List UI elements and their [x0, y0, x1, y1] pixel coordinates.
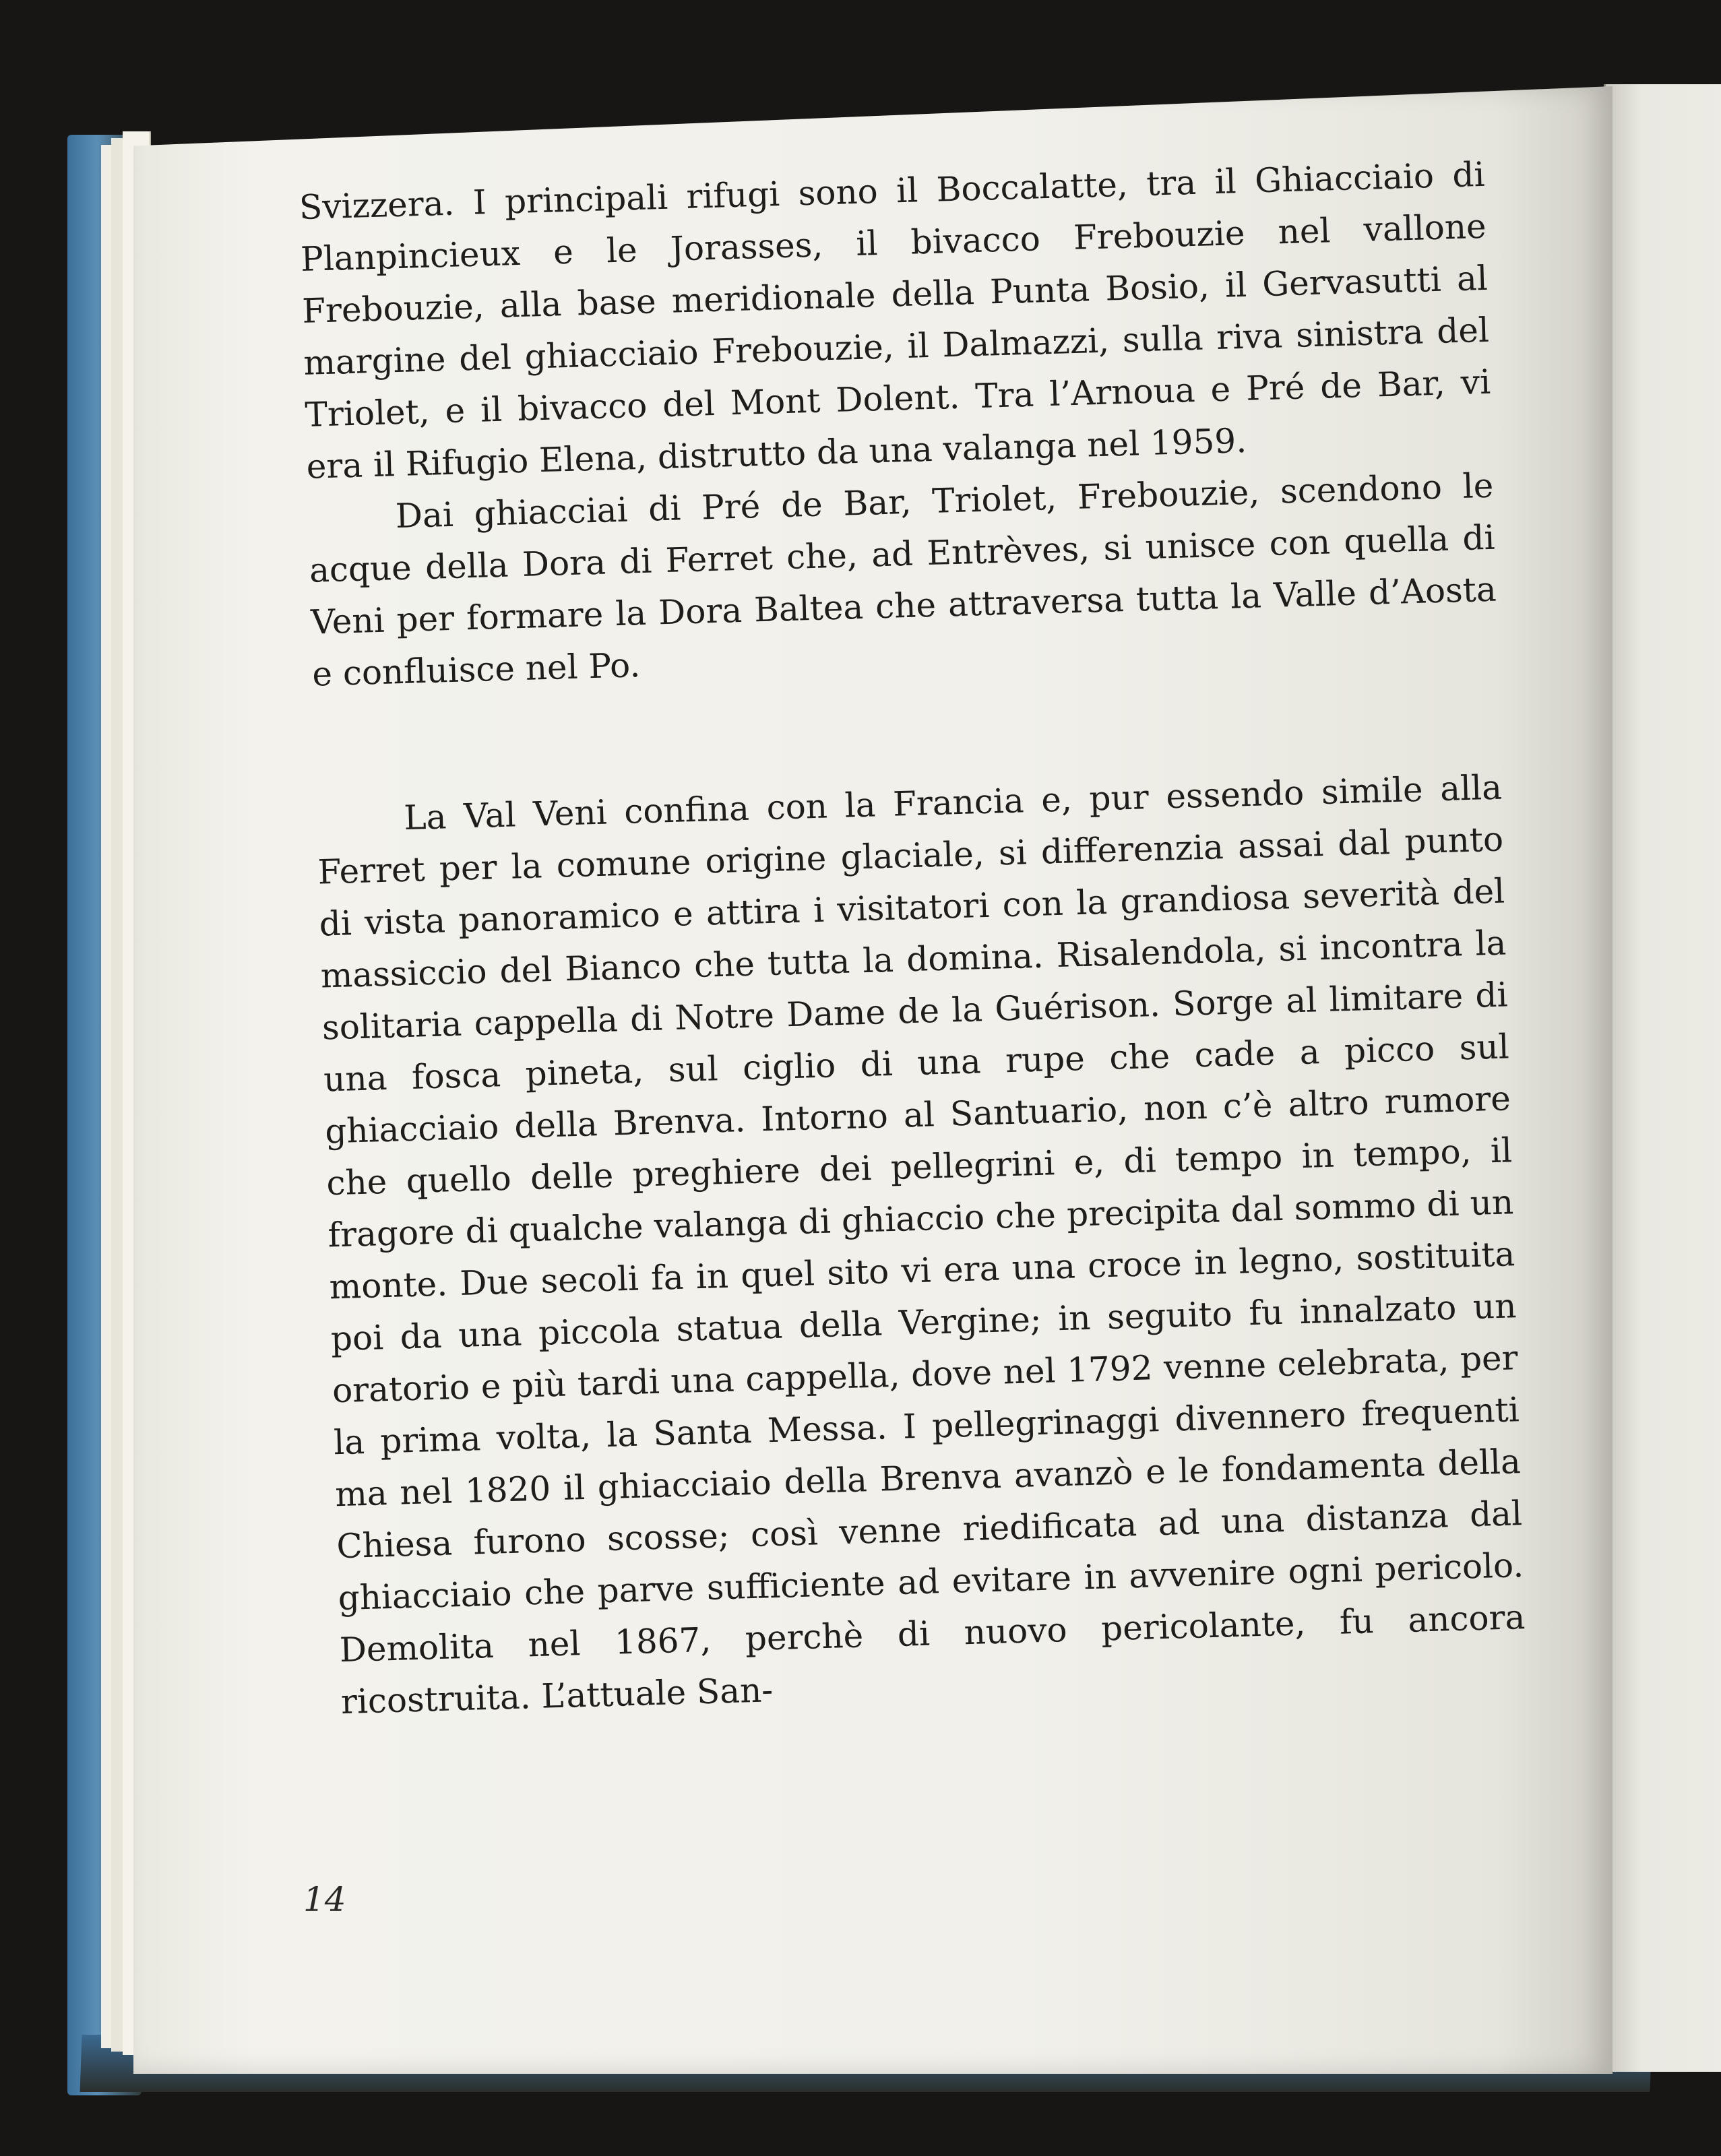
paragraph-2: Dai ghiacciai di Pré de Bar, Triolet, Frebouzie, scendono le acque della Dora di Ferret che, ad Entrèves, si unisce con quella di Veni per formare la Dora Baltea che attraversa tutta la Valle d’Aosta e confluisce nel Po. [309, 466, 1497, 694]
page-text [299, 149, 1527, 1728]
paragraph-3: La Val Veni confina con la Francia e, pur essendo simile alla Ferret per la comune origine glaciale, si differenzia assai dal punto di vista panoramico e attira i visitatori con la grandiosa severità del massiccio del Bianco che tutta la domina. Risalendola, si incontra la solitaria cappella di Notre Dame de la Guérison. Sorge al limitare di una fosca pineta, sul ciglio di una rupe che cade a picco sul ghiacciaio della Brenva. Intorno al Santuario, non c’è altro rumore che quello delle preghiere dei pellegrini e, di tempo in tempo, il fragore di qualche valanga di ghiaccio che precipita dal sommo di un monte. Due secoli fa in quel sito vi era una croce in legno, sostituita poi da una piccola statua della Vergine; in seguito fu innalzato un oratorio e più tardi una cappella, dove nel 1792 venne celebrata, per la prima volta, la Santa Messa. I pellegrinaggi divennero frequenti ma nel 1820 il ghiacciaio della Brenva avanzò e le fondamenta della Chiesa furono scosse; così venne riedificata ad una distanza dal ghiacciaio che parve sufficiente ad evitare in avvenire ogni pericolo. Demolita nel 1867, perchè di nuovo pericolante, fu ancora ricostruita. L’attuale San- [317, 767, 1526, 1722]
page-number: 14 [303, 1880, 346, 1919]
facing-page [1604, 84, 1721, 2072]
paragraph-1: Svizzera. I principali rifugi sono il Boccalatte, tra il Ghiacciaio di Planpincieux e le Jorasses, il bivacco Frebouzie nel vallone Frebouzie, alla base meridionale della Punta Bosio, il Gervasutti al margine del ghiacciaio Frebouzie, il Dalmazzi, sulla riva sinistra del Triolet, e il bivacco del Mont Dolent. Tra l’Arnoua e Pré de Bar, vi era il Rifugio Elena, distrutto da una valanga nel 1959. [299, 154, 1491, 486]
